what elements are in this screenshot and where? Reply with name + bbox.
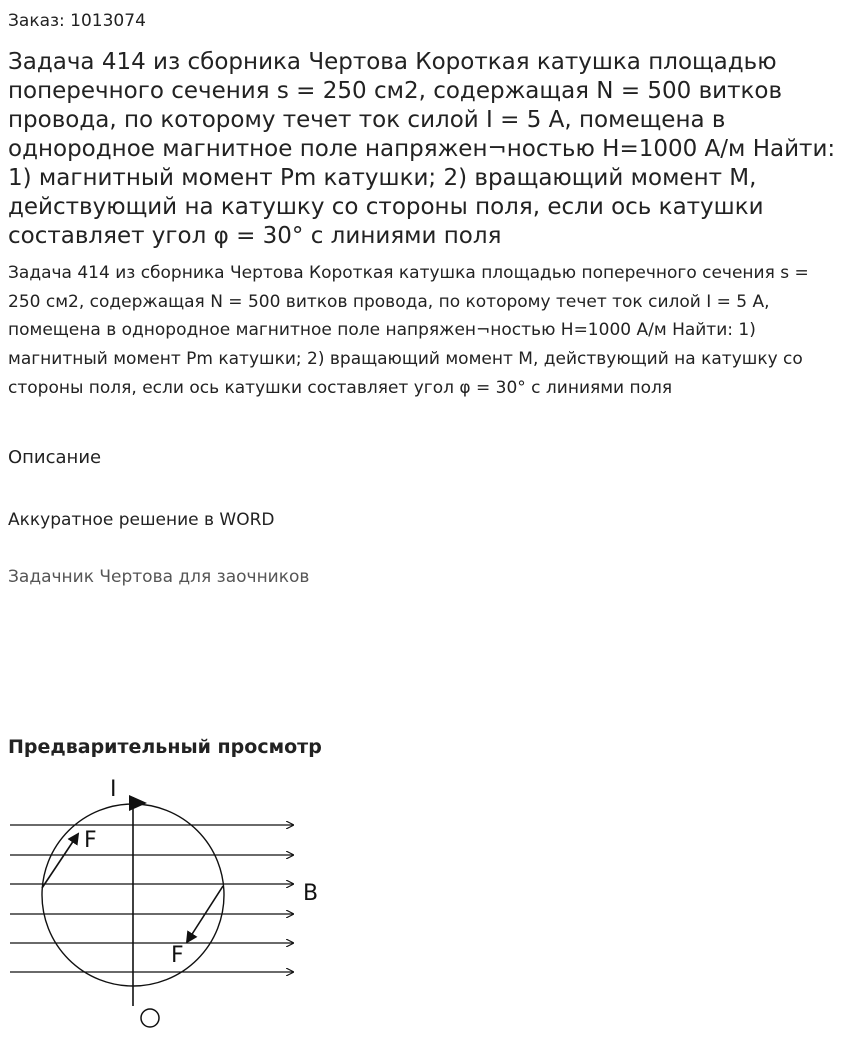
current-label: I (110, 777, 117, 802)
description-heading: Описание (8, 447, 102, 468)
origin-point (141, 1009, 159, 1027)
force-label-top: F (84, 828, 97, 853)
page-title: Задача 414 из сборника Чертова Короткая катушка площадью поперечного сечения s = 250 см2, содержащая N = 500 витков провода, по которому течет ток силой I = 5 А, помещена в однородное магнитное поле напряжен¬ностью H=1000 А/м Найти: 1) магнитный момент Pm катушки; 2) вращающий момент M, действующий на катушку со стороны поля, если ось катушки составляет угол φ = 30° с линиями поля (8, 49, 836, 249)
solution-format-note: Аккуратное решение в WORD (8, 510, 275, 530)
force-label-bottom: F (171, 943, 184, 968)
order-number: Заказ: 1013074 (8, 11, 146, 31)
preview-heading: Предварительный просмотр (8, 736, 322, 758)
task-description: Задача 414 из сборника Чертова Короткая катушка площадью поперечного сечения s = 250 см2, содержащая N = 500 витков провода, по которому течет ток силой I = 5 А, помещена в однородное магнитное поле напряжен¬ностью H=1000 А/м Найти: 1) магнитный момент Pm катушки; 2) вращающий момент M, действующий на катушку со стороны поля, если ось катушки составляет угол φ = 30° с линиями поля (8, 263, 809, 398)
field-lines (10, 825, 293, 972)
textbook-link[interactable]: Задачник Чертова для заочников (8, 567, 310, 587)
preview-figure (0, 770, 340, 1035)
force-arrow-top (42, 834, 78, 888)
current-direction-arrow (129, 795, 147, 811)
field-label: B (303, 881, 319, 906)
